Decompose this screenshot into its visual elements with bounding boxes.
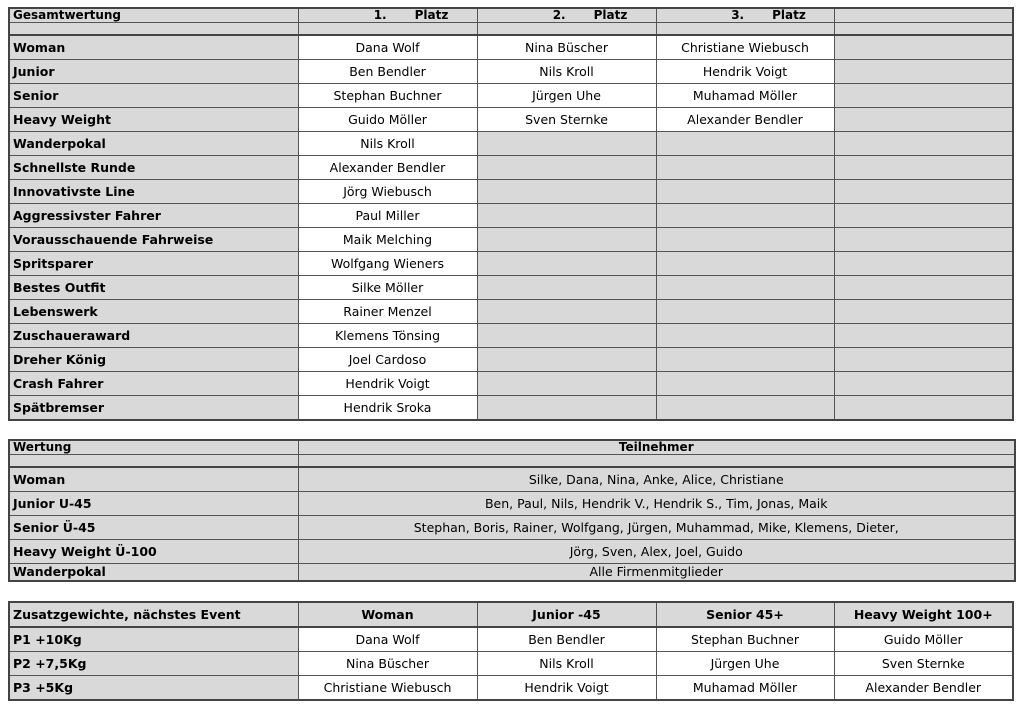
weight-cell-c3: Jürgen Uhe bbox=[656, 652, 834, 676]
empty-cell bbox=[834, 180, 1013, 204]
place-cell-p2: Sven Sternke bbox=[477, 108, 656, 132]
row-label: P2 +7,5Kg bbox=[9, 652, 298, 676]
row-label: Senior bbox=[9, 84, 298, 108]
place-cell-p2: Jürgen Uhe bbox=[477, 84, 656, 108]
gesamtwertung-rows bbox=[9, 35, 1013, 420]
place-cell-p3 bbox=[656, 372, 834, 396]
place-cell-p1: Stephan Buchner bbox=[298, 84, 477, 108]
place-cell-p2 bbox=[477, 348, 656, 372]
table-row bbox=[9, 396, 1013, 421]
row-label: Spritsparer bbox=[9, 252, 298, 276]
place-cell-p2 bbox=[477, 300, 656, 324]
empty-cell bbox=[834, 348, 1013, 372]
place-cell-p3 bbox=[656, 132, 834, 156]
zusatz-header-senior: Senior 45+ bbox=[656, 602, 834, 627]
empty-cell bbox=[834, 396, 1013, 421]
empty-cell bbox=[834, 228, 1013, 252]
empty-cell bbox=[834, 300, 1013, 324]
empty-cell bbox=[834, 108, 1013, 132]
empty-cell bbox=[834, 276, 1013, 300]
empty-cell bbox=[834, 252, 1013, 276]
weight-cell-c3: Muhamad Möller bbox=[656, 676, 834, 701]
table-row bbox=[9, 300, 1013, 324]
row-label: Junior bbox=[9, 60, 298, 84]
participants-cell: Jörg, Sven, Alex, Joel, Guido bbox=[298, 540, 1015, 564]
teilnehmer-header-label: Teilnehmer bbox=[298, 440, 1015, 455]
place-cell-p2 bbox=[477, 228, 656, 252]
table-row bbox=[9, 252, 1013, 276]
table-row bbox=[9, 108, 1013, 132]
place-cell-p3 bbox=[656, 204, 834, 228]
row-label: Woman bbox=[9, 35, 298, 60]
place-cell-p1: Ben Bendler bbox=[298, 60, 477, 84]
table-row bbox=[9, 324, 1013, 348]
row-label: Spätbremser bbox=[9, 396, 298, 421]
zusatz-header-junior: Junior -45 bbox=[477, 602, 656, 627]
place-cell-p2 bbox=[477, 252, 656, 276]
weight-cell-c2: Ben Bendler bbox=[477, 627, 656, 652]
row-label: Aggressivster Fahrer bbox=[9, 204, 298, 228]
place-cell-p1: Jörg Wiebusch bbox=[298, 180, 477, 204]
teilnehmer-table bbox=[8, 439, 1016, 582]
spacer-cell bbox=[656, 23, 834, 36]
row-label: Bestes Outfit bbox=[9, 276, 298, 300]
row-label: Dreher König bbox=[9, 348, 298, 372]
place-cell-p1: Hendrik Sroka bbox=[298, 396, 477, 421]
header-place-3: 3. Platz bbox=[656, 8, 834, 23]
place-cell-p2 bbox=[477, 324, 656, 348]
place-cell-p2 bbox=[477, 372, 656, 396]
place-cell-p1: Paul Miller bbox=[298, 204, 477, 228]
row-label: Junior U-45 bbox=[9, 492, 298, 516]
table-row bbox=[9, 60, 1013, 84]
participants-cell: Alle Firmenmitglieder bbox=[298, 564, 1015, 582]
empty-cell bbox=[834, 84, 1013, 108]
spacer-cell bbox=[477, 23, 656, 36]
spacer-cell bbox=[298, 455, 1015, 468]
table-row bbox=[9, 156, 1013, 180]
table-row bbox=[9, 676, 1013, 701]
table-row bbox=[9, 652, 1013, 676]
weight-cell-c1: Dana Wolf bbox=[298, 627, 477, 652]
wertung-header-label: Wertung bbox=[9, 440, 298, 455]
weight-cell-c1: Christiane Wiebusch bbox=[298, 676, 477, 701]
table-row bbox=[9, 540, 1015, 564]
table-row bbox=[9, 348, 1013, 372]
spacer-cell bbox=[9, 455, 298, 468]
place-cell-p2: Nina Büscher bbox=[477, 35, 656, 60]
weight-cell-c1: Nina Büscher bbox=[298, 652, 477, 676]
place-cell-p1: Hendrik Voigt bbox=[298, 372, 477, 396]
table-row bbox=[9, 132, 1013, 156]
place-cell-p3 bbox=[656, 300, 834, 324]
table-row bbox=[9, 84, 1013, 108]
row-label: Wanderpokal bbox=[9, 564, 298, 582]
empty-cell bbox=[834, 132, 1013, 156]
table-row bbox=[9, 372, 1013, 396]
zusatzgewichte-rows bbox=[9, 627, 1013, 700]
place-cell-p3 bbox=[656, 228, 834, 252]
header-place-1: 1. Platz bbox=[298, 8, 477, 23]
place-cell-p1: Wolfgang Wieners bbox=[298, 252, 477, 276]
place-cell-p2 bbox=[477, 276, 656, 300]
zusatz-header-label: Zusatzgewichte, nächstes Event bbox=[9, 602, 298, 627]
row-label: Wanderpokal bbox=[9, 132, 298, 156]
row-label: Heavy Weight bbox=[9, 108, 298, 132]
empty-cell bbox=[834, 204, 1013, 228]
weight-cell-c2: Hendrik Voigt bbox=[477, 676, 656, 701]
zusatzgewichte-table bbox=[8, 601, 1014, 701]
place-cell-p3: Muhamad Möller bbox=[656, 84, 834, 108]
weight-cell-c2: Nils Kroll bbox=[477, 652, 656, 676]
place-cell-p2: Nils Kroll bbox=[477, 60, 656, 84]
spacer-cell bbox=[9, 23, 298, 36]
table-row bbox=[9, 492, 1015, 516]
row-label: P3 +5Kg bbox=[9, 676, 298, 701]
place-cell-p3 bbox=[656, 252, 834, 276]
row-label: P1 +10Kg bbox=[9, 627, 298, 652]
place-cell-p3 bbox=[656, 396, 834, 421]
weight-cell-c4: Alexander Bendler bbox=[834, 676, 1013, 701]
place-cell-p2 bbox=[477, 132, 656, 156]
place-cell-p1: Maik Melching bbox=[298, 228, 477, 252]
place-cell-p1: Nils Kroll bbox=[298, 132, 477, 156]
place-cell-p1: Silke Möller bbox=[298, 276, 477, 300]
row-label: Vorausschauende Fahrweise bbox=[9, 228, 298, 252]
gesamtwertung-table bbox=[8, 7, 1014, 421]
place-cell-p3 bbox=[656, 156, 834, 180]
place-cell-p1: Alexander Bendler bbox=[298, 156, 477, 180]
place-cell-p3: Alexander Bendler bbox=[656, 108, 834, 132]
place-cell-p1: Rainer Menzel bbox=[298, 300, 477, 324]
weight-cell-c4: Guido Möller bbox=[834, 627, 1013, 652]
table-row bbox=[9, 204, 1013, 228]
empty-cell bbox=[834, 372, 1013, 396]
table-row bbox=[9, 564, 1015, 582]
row-label: Woman bbox=[9, 467, 298, 492]
table-row bbox=[9, 516, 1015, 540]
table-row bbox=[9, 276, 1013, 300]
row-label: Zuschaueraward bbox=[9, 324, 298, 348]
weight-cell-c4: Sven Sternke bbox=[834, 652, 1013, 676]
row-label: Crash Fahrer bbox=[9, 372, 298, 396]
table-row bbox=[9, 627, 1013, 652]
row-label: Lebenswerk bbox=[9, 300, 298, 324]
empty-cell bbox=[834, 60, 1013, 84]
place-cell-p3 bbox=[656, 348, 834, 372]
place-cell-p3 bbox=[656, 180, 834, 204]
place-cell-p2 bbox=[477, 204, 656, 228]
place-cell-p3: Hendrik Voigt bbox=[656, 60, 834, 84]
place-cell-p3: Christiane Wiebusch bbox=[656, 35, 834, 60]
place-cell-p2 bbox=[477, 156, 656, 180]
row-label: Schnellste Runde bbox=[9, 156, 298, 180]
header-empty-cell bbox=[834, 8, 1013, 23]
zusatz-header-heavy: Heavy Weight 100+ bbox=[834, 602, 1013, 627]
place-cell-p1: Joel Cardoso bbox=[298, 348, 477, 372]
place-cell-p3 bbox=[656, 324, 834, 348]
empty-cell bbox=[834, 156, 1013, 180]
spacer-cell bbox=[298, 23, 477, 36]
row-label: Heavy Weight Ü-100 bbox=[9, 540, 298, 564]
zusatz-header-woman: Woman bbox=[298, 602, 477, 627]
participants-cell: Silke, Dana, Nina, Anke, Alice, Christiane bbox=[298, 467, 1015, 492]
header-place-2: 2. Platz bbox=[477, 8, 656, 23]
place-cell-p1: Guido Möller bbox=[298, 108, 477, 132]
place-cell-p2 bbox=[477, 180, 656, 204]
place-cell-p3 bbox=[656, 276, 834, 300]
row-label: Innovativste Line bbox=[9, 180, 298, 204]
table-row bbox=[9, 228, 1013, 252]
place-cell-p2 bbox=[477, 396, 656, 421]
teilnehmer-rows bbox=[9, 467, 1015, 581]
place-cell-p1: Klemens Tönsing bbox=[298, 324, 477, 348]
spacer-cell bbox=[834, 23, 1013, 36]
participants-cell: Stephan, Boris, Rainer, Wolfgang, Jürgen, Muhammad, Mike, Klemens, Dieter, bbox=[298, 516, 1015, 540]
empty-cell bbox=[834, 324, 1013, 348]
place-cell-p1: Dana Wolf bbox=[298, 35, 477, 60]
participants-cell: Ben, Paul, Nils, Hendrik V., Hendrik S., Tim, Jonas, Maik bbox=[298, 492, 1015, 516]
table-row bbox=[9, 467, 1015, 492]
gesamtwertung-header-label: Gesamtwertung bbox=[9, 8, 298, 23]
weight-cell-c3: Stephan Buchner bbox=[656, 627, 834, 652]
table-row bbox=[9, 180, 1013, 204]
row-label: Senior Ü-45 bbox=[9, 516, 298, 540]
table-row bbox=[9, 35, 1013, 60]
empty-cell bbox=[834, 35, 1013, 60]
